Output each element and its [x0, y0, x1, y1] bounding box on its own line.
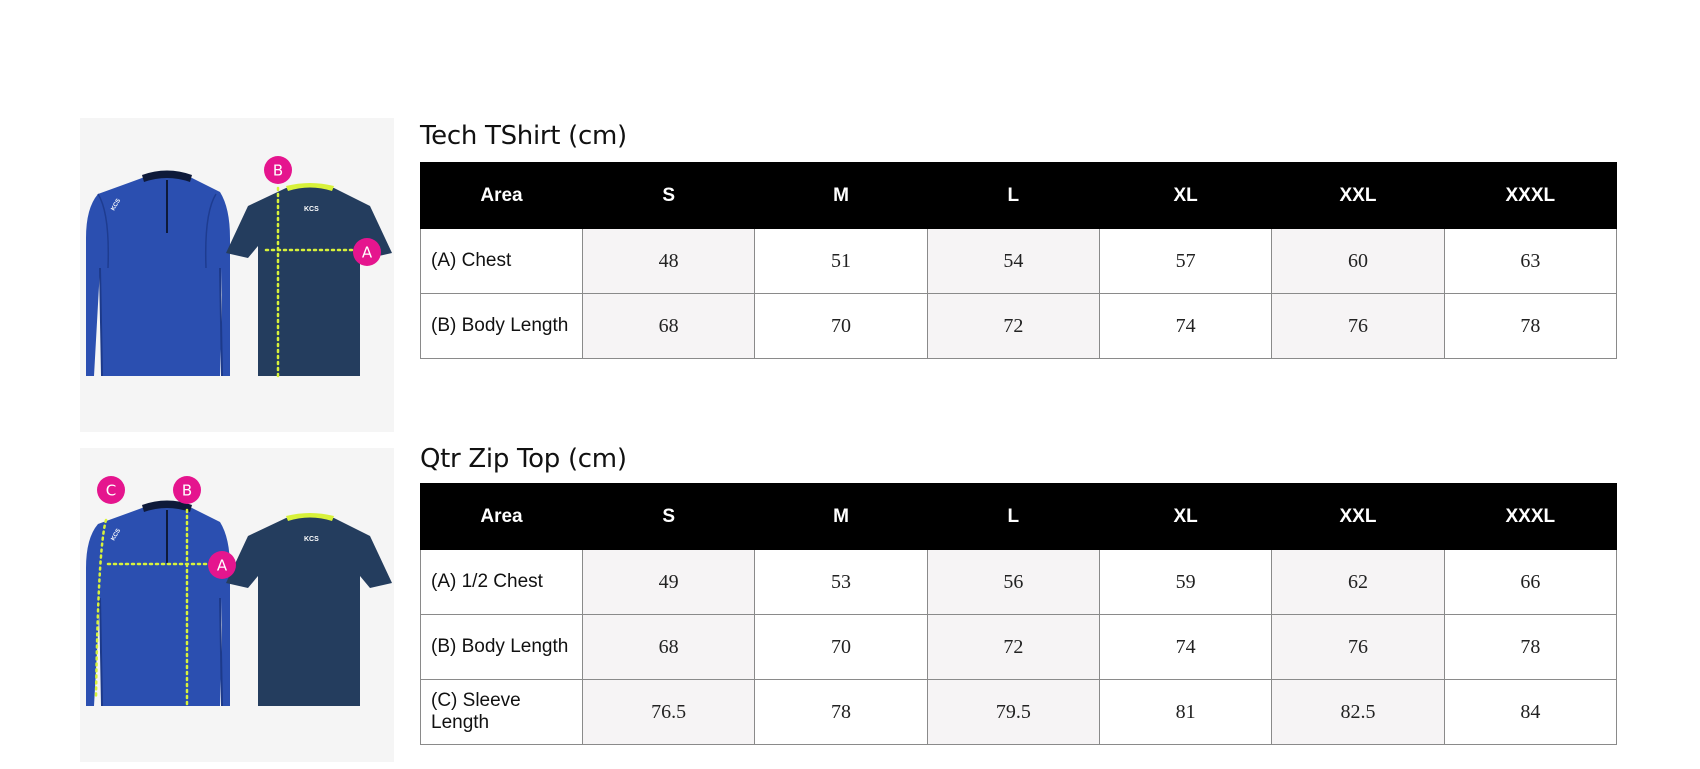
- size-value: 76.5: [583, 680, 755, 745]
- qtr-zip-top-size-table: [420, 483, 1617, 745]
- column-header: M: [755, 484, 927, 550]
- size-value: 70: [755, 615, 927, 680]
- tshirt-garments-illustration: [80, 118, 394, 432]
- marker-a-badge: [208, 551, 236, 579]
- column-header: Area: [421, 163, 583, 229]
- size-value: 72: [927, 294, 1099, 359]
- marker-b-badge: [264, 156, 292, 184]
- qtr-zip-top-title: Qtr Zip Top (cm): [420, 444, 627, 474]
- tech-tshirt-title: Tech TShirt (cm): [420, 121, 627, 151]
- size-value: 57: [1099, 229, 1271, 294]
- zip-top-product-image: [80, 448, 394, 762]
- size-value: 60: [1272, 229, 1444, 294]
- zip-top-logo: KCS: [110, 528, 123, 542]
- column-header: XL: [1099, 484, 1271, 550]
- table-header-row: [421, 163, 1617, 229]
- size-value: 49: [583, 550, 755, 615]
- size-value: 79.5: [927, 680, 1099, 745]
- area-label: (A) 1/2 Chest: [421, 550, 583, 615]
- zip-top-garments-illustration: [80, 448, 394, 762]
- size-value: 81: [1099, 680, 1271, 745]
- area-label: (C) Sleeve Length: [421, 680, 583, 745]
- column-header: XL: [1099, 163, 1271, 229]
- tshirt-logo: KCS: [304, 536, 319, 543]
- size-value: 51: [755, 229, 927, 294]
- size-value: 63: [1444, 229, 1616, 294]
- size-value: 76: [1272, 615, 1444, 680]
- column-header: XXL: [1272, 163, 1444, 229]
- marker-a-label: A: [361, 243, 373, 262]
- tshirt-garment: [226, 513, 392, 706]
- table-header-row: [421, 484, 1617, 550]
- column-header: S: [583, 484, 755, 550]
- size-value: 54: [927, 229, 1099, 294]
- size-value: 78: [1444, 294, 1616, 359]
- marker-b-badge: [173, 476, 201, 504]
- size-value: 74: [1099, 615, 1271, 680]
- size-value: 74: [1099, 294, 1271, 359]
- column-header: XXXL: [1444, 484, 1616, 550]
- marker-a-label: A: [216, 556, 228, 575]
- size-value: 56: [927, 550, 1099, 615]
- size-value: 68: [583, 615, 755, 680]
- column-header: Area: [421, 484, 583, 550]
- column-header: XXL: [1272, 484, 1444, 550]
- column-header: L: [927, 484, 1099, 550]
- size-value: 82.5: [1272, 680, 1444, 745]
- marker-a-badge: [353, 238, 381, 266]
- table-row: [421, 680, 1617, 745]
- table-row: [421, 615, 1617, 680]
- size-value: 48: [583, 229, 755, 294]
- size-value: 72: [927, 615, 1099, 680]
- column-header: M: [755, 163, 927, 229]
- size-value: 59: [1099, 550, 1271, 615]
- zip-top-garment: [86, 171, 230, 377]
- zip-top-logo: KCS: [110, 198, 123, 212]
- size-value: 66: [1444, 550, 1616, 615]
- area-label: (B) Body Length: [421, 294, 583, 359]
- column-header: XXXL: [1444, 163, 1616, 229]
- marker-c-badge: [97, 476, 125, 504]
- size-value: 53: [755, 550, 927, 615]
- tshirt-product-image: [80, 118, 394, 432]
- tech-tshirt-size-table: [420, 162, 1617, 359]
- marker-c-label: C: [105, 481, 117, 500]
- zip-top-garment: [86, 501, 230, 707]
- marker-b-label: B: [272, 161, 284, 180]
- table-row: [421, 550, 1617, 615]
- table-row: [421, 294, 1617, 359]
- tshirt-logo: KCS: [304, 206, 319, 213]
- column-header: L: [927, 163, 1099, 229]
- size-value: 78: [755, 680, 927, 745]
- size-value: 76: [1272, 294, 1444, 359]
- column-header: S: [583, 163, 755, 229]
- size-value: 62: [1272, 550, 1444, 615]
- size-value: 68: [583, 294, 755, 359]
- area-label: (B) Body Length: [421, 615, 583, 680]
- size-value: 78: [1444, 615, 1616, 680]
- tshirt-garment: [226, 183, 392, 376]
- table-row: [421, 229, 1617, 294]
- size-value: 84: [1444, 680, 1616, 745]
- marker-b-label: B: [181, 481, 193, 500]
- area-label: (A) Chest: [421, 229, 583, 294]
- size-value: 70: [755, 294, 927, 359]
